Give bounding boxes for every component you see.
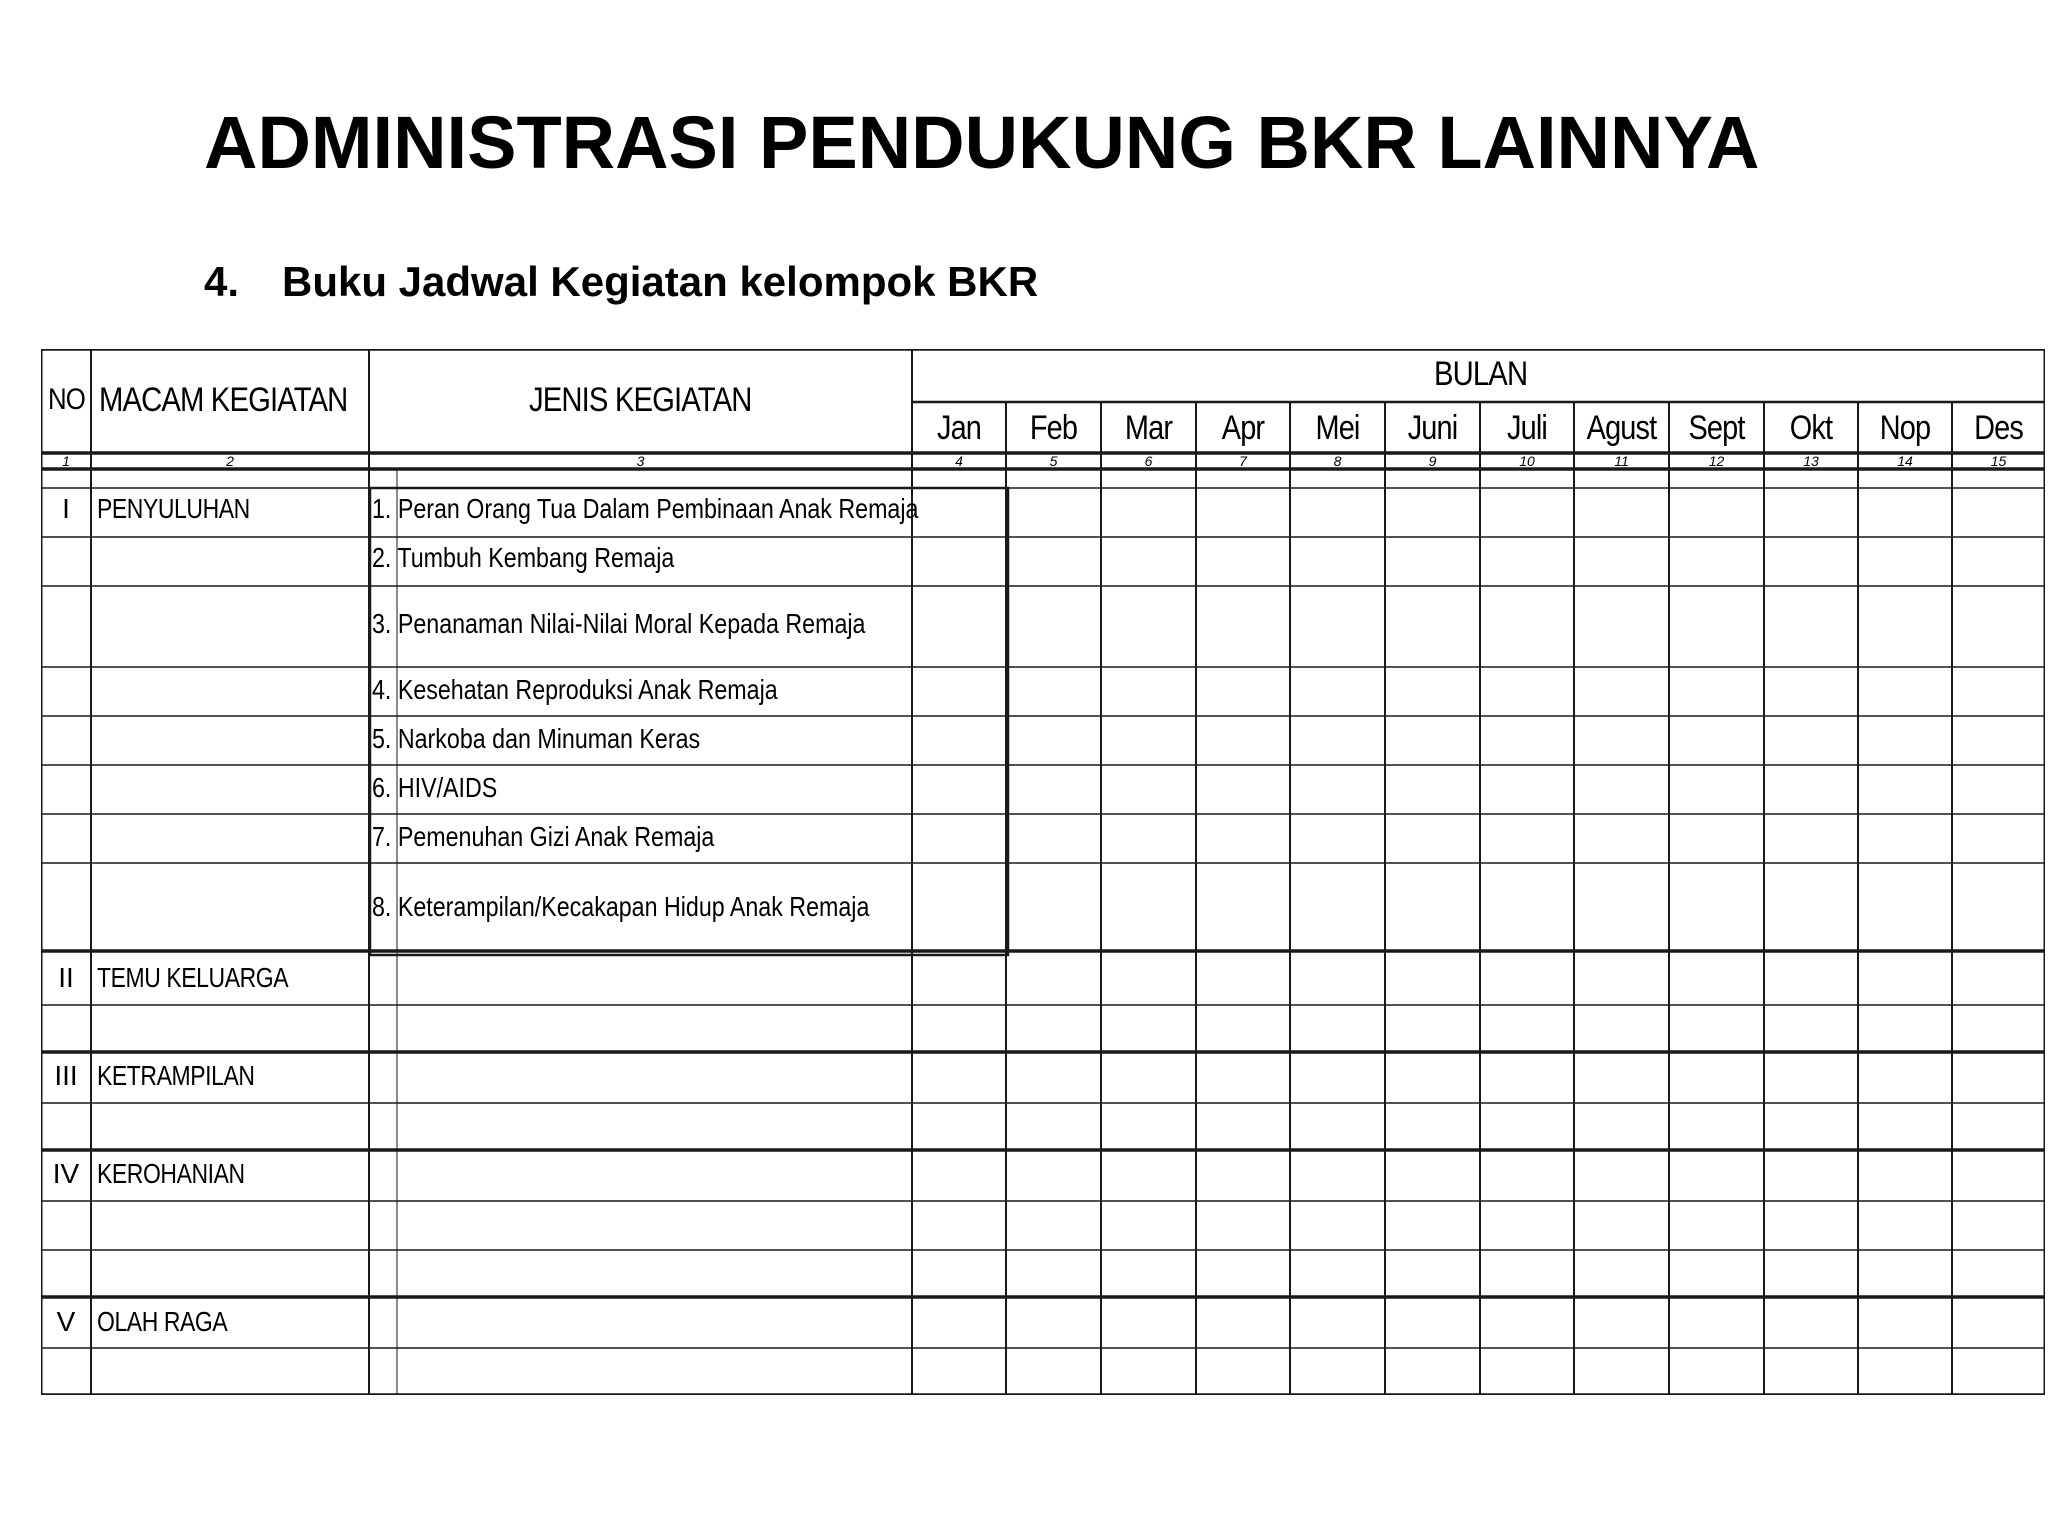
month-header: Mar [1124, 409, 1173, 447]
month-header: Mei [1315, 409, 1360, 447]
month-header: Jan [936, 409, 982, 447]
header-jenis-kegiatan: JENIS KEGIATAN [529, 381, 752, 419]
activity-item: 2. Tumbuh Kembang Remaja [372, 542, 675, 573]
group-number: III [54, 1060, 78, 1091]
group-number: V [56, 1306, 76, 1337]
group-number: II [58, 962, 74, 993]
column-number: 10 [1519, 453, 1535, 469]
activity-item: 8. Keterampilan/Kecakapan Hidup Anak Remaja [372, 891, 870, 922]
table-gridlines [41, 349, 2045, 1395]
column-number: 15 [1990, 453, 2007, 469]
header-macam-kegiatan: MACAM KEGIATAN [99, 381, 348, 419]
month-header: Juni [1407, 409, 1458, 447]
month-header: Agust [1586, 409, 1657, 447]
column-number: 12 [1708, 453, 1725, 469]
column-number: 9 [1428, 453, 1437, 469]
group-number: IV [52, 1158, 80, 1189]
column-number: 13 [1803, 453, 1819, 469]
schedule-table [41, 349, 2045, 1395]
header-bulan: BULAN [1434, 355, 1528, 393]
column-number: 3 [636, 453, 645, 469]
activity-item: 4. Kesehatan Reproduksi Anak Remaja [372, 674, 778, 705]
column-number: 8 [1333, 453, 1342, 469]
section-title: Buku Jadwal Kegiatan kelompok BKR [282, 258, 1039, 305]
activity-item: 5. Narkoba dan Minuman Keras [372, 723, 701, 754]
activity-item: 3. Penanaman Nilai-Nilai Moral Kepada Remaja [372, 608, 866, 639]
month-header: Sept [1688, 409, 1745, 447]
section-number: 4. [204, 258, 240, 305]
activity-item: 1. Peran Orang Tua Dalam Pembinaan Anak Remaja [372, 493, 919, 524]
column-number: 11 [1614, 453, 1629, 469]
page-title: ADMINISTRASI PENDUKUNG BKR LAINNYA [204, 101, 1760, 184]
group-name: PENYULUHAN [97, 493, 250, 524]
column-number: 7 [1239, 453, 1247, 469]
month-header: Juli [1507, 409, 1547, 447]
month-header: Okt [1789, 409, 1833, 447]
group-name: OLAH RAGA [97, 1306, 228, 1337]
activity-item: 6. HIV/AIDS [372, 772, 498, 803]
month-header: Nop [1879, 409, 1931, 447]
month-header: Apr [1221, 409, 1265, 447]
column-number: 5 [1049, 453, 1058, 469]
section-subtitle [204, 258, 1038, 306]
column-number: 6 [1144, 453, 1153, 469]
activity-item: 7. Pemenuhan Gizi Anak Remaja [372, 821, 715, 852]
header-no: NO [48, 383, 85, 416]
column-number: 14 [1897, 453, 1913, 469]
group-number: I [62, 493, 70, 524]
column-number: 2 [226, 453, 234, 469]
column-number: 4 [955, 453, 963, 469]
group-name: KEROHANIAN [97, 1158, 245, 1189]
month-header: Feb [1029, 409, 1078, 447]
group-name: TEMU KELUARGA [97, 962, 289, 993]
month-header: Des [1974, 409, 2023, 447]
column-number: 1 [62, 453, 70, 469]
group-name: KETRAMPILAN [97, 1060, 255, 1091]
